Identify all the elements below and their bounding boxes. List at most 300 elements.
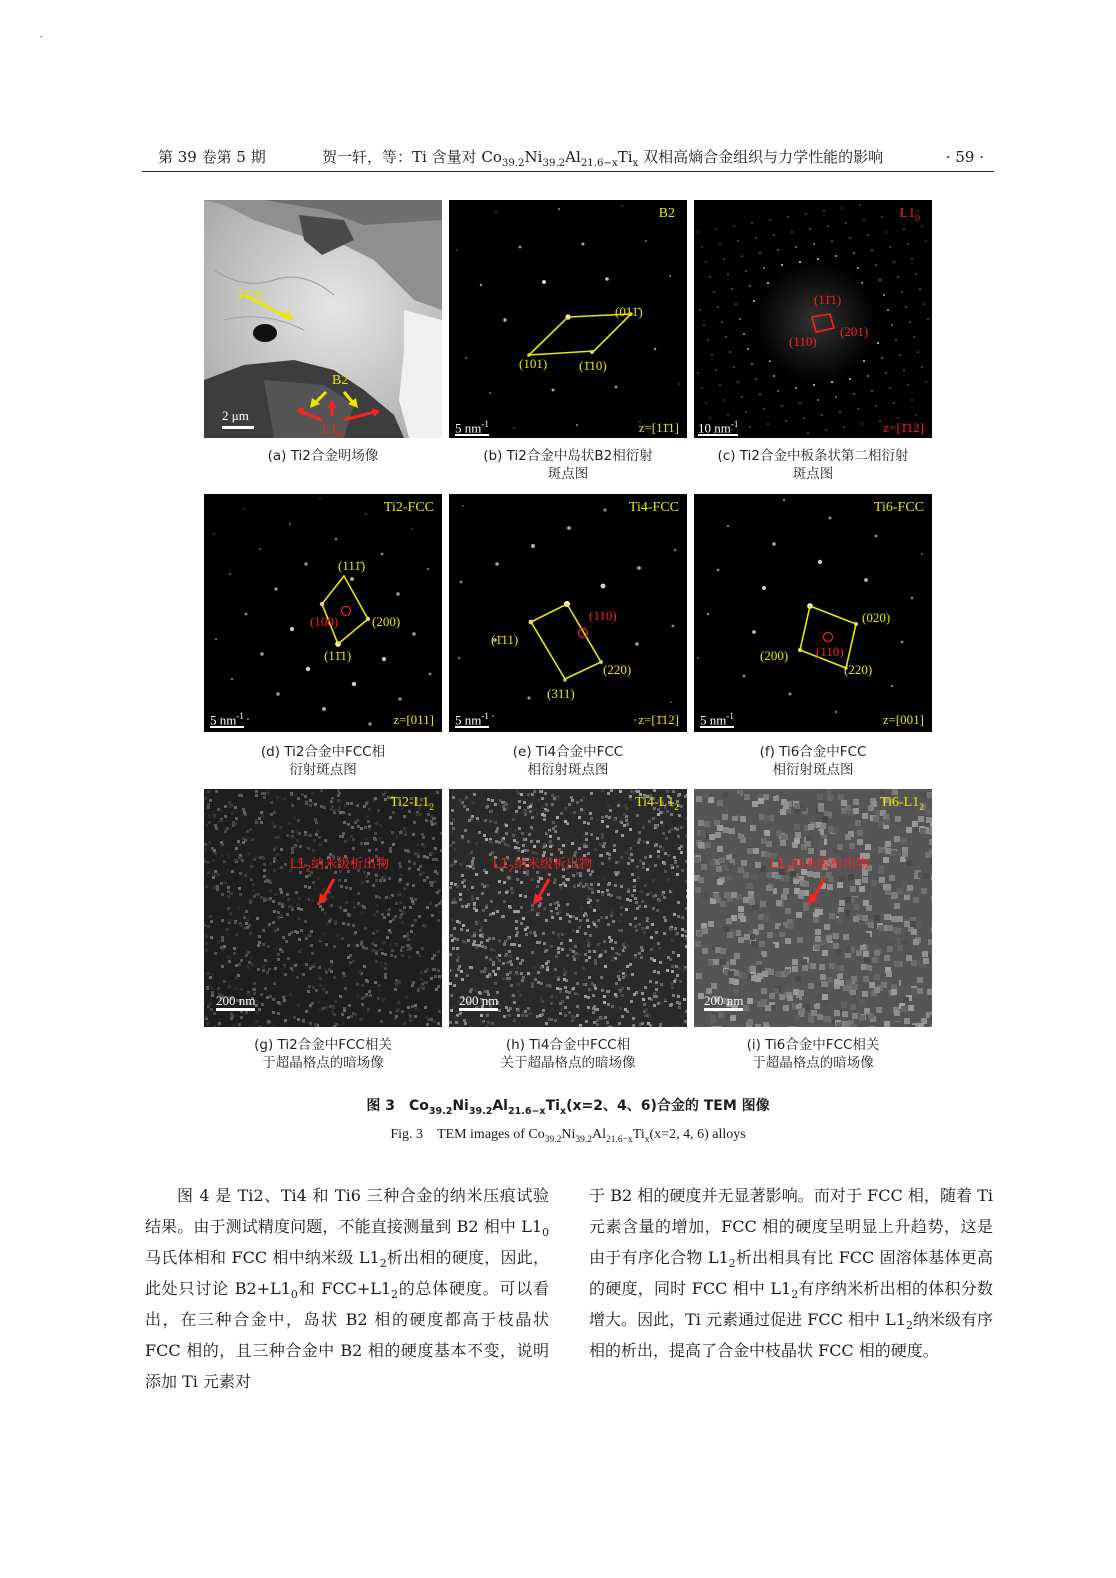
speckle: [678, 1006, 681, 1009]
speckle: [336, 934, 339, 937]
speckle: [797, 937, 803, 943]
speckle: [368, 849, 371, 852]
speckle: [520, 793, 523, 796]
speckle: [593, 950, 596, 953]
speckle: [637, 841, 640, 844]
speckle: [723, 827, 729, 833]
speckle: [759, 941, 765, 947]
speckle: [403, 827, 406, 830]
speckle: [922, 951, 928, 957]
speckle: [401, 1010, 404, 1013]
speckle: [423, 855, 426, 858]
diffraction-spot: [763, 267, 765, 269]
speckle: [607, 923, 610, 926]
speckle: [728, 971, 734, 977]
speckle: [217, 873, 220, 876]
speckle: [884, 819, 890, 825]
speckle: [304, 833, 307, 836]
speckle: [436, 791, 439, 794]
speckle: [424, 925, 427, 928]
speckle: [483, 970, 486, 973]
speckle: [664, 998, 667, 1001]
speckle: [463, 1019, 466, 1022]
speckle: [314, 818, 317, 821]
speckle: [496, 956, 499, 959]
diffraction-spot: [919, 288, 921, 290]
speckle: [883, 993, 889, 999]
speckle: [409, 1015, 412, 1018]
speckle: [817, 794, 823, 800]
running-header: [142, 144, 994, 170]
speckle: [543, 907, 546, 910]
diffraction-spot: [396, 592, 399, 595]
speckle: [249, 932, 252, 935]
speckle: [678, 967, 681, 970]
speckle: [264, 959, 267, 962]
speckle: [284, 863, 287, 866]
speckle: [536, 840, 539, 843]
speckle: [625, 819, 628, 822]
diffraction-spot: [885, 231, 887, 233]
speckle: [231, 1015, 234, 1018]
speckle: [298, 832, 301, 835]
scale-bar-label: 2 μm: [222, 408, 249, 423]
speckle: [815, 936, 821, 942]
speckle: [638, 831, 641, 834]
speckle: [224, 881, 227, 884]
speckle: [661, 893, 664, 896]
speckle: [432, 968, 435, 971]
speckle: [747, 998, 753, 1004]
speckle: [425, 819, 428, 822]
speckle: [514, 846, 517, 849]
speckle: [629, 963, 632, 966]
diffraction-spot: [674, 549, 677, 552]
speckle: [204, 924, 207, 927]
speckle: [534, 815, 537, 818]
speckle: [865, 844, 871, 850]
speckle: [731, 810, 737, 816]
speckle: [209, 915, 212, 918]
diffraction-spot: [398, 697, 401, 700]
speckle: [525, 1014, 528, 1017]
speckle: [468, 819, 471, 822]
speckle: [437, 1022, 440, 1025]
scale-bar-label: 5 $nm^{-1}$: [700, 711, 734, 728]
speckle: [277, 916, 280, 919]
speckle: [361, 1003, 364, 1006]
speckle: [662, 832, 665, 835]
speckle: [482, 1020, 485, 1023]
speckle: [657, 855, 660, 858]
speckle: [260, 896, 263, 899]
speckle: [575, 952, 578, 955]
speckle: [527, 972, 530, 975]
diffraction-spot: [875, 535, 878, 538]
speckle: [450, 934, 453, 937]
speckle: [414, 1004, 417, 1007]
speckle: [590, 792, 593, 795]
speckle: [671, 982, 674, 985]
speckle: [663, 932, 666, 935]
speckle: [330, 808, 333, 811]
speckle: [407, 1006, 410, 1009]
speckle: [319, 905, 322, 908]
speckle: [529, 1012, 532, 1015]
diffraction-spot: [853, 393, 855, 395]
speckle: [322, 1007, 325, 1010]
speckle: [864, 957, 870, 963]
speckle: [553, 797, 556, 800]
index-label: (1̄10): [579, 358, 607, 373]
speckle: [291, 847, 294, 850]
diffraction-spot: [725, 336, 727, 338]
speckle: [792, 959, 798, 965]
phase-tag: $Ti4-L1_2$: [635, 795, 679, 813]
speckle: [822, 994, 828, 1000]
diffraction-spot: [621, 205, 623, 207]
speckle: [417, 868, 420, 871]
speckle: [349, 961, 352, 964]
speckle: [540, 997, 543, 1000]
speckle: [469, 1026, 472, 1027]
speckle: [646, 926, 649, 929]
speckle: [490, 948, 493, 951]
speckle: [839, 876, 845, 882]
speckle: [799, 890, 805, 896]
speckle: [507, 876, 510, 879]
speckle: [702, 948, 708, 954]
speckle: [385, 896, 388, 899]
figure-caption-cn: 图 3 $Co_{39.2}Ni_{39.2}Al_{21.6-x}Ti_x(x=2$、4、6)合金的 TEM 图像: [366, 1098, 770, 1117]
speckle: [655, 981, 658, 984]
speckle: [342, 811, 345, 814]
index-label: (101): [519, 356, 548, 371]
speckle: [803, 902, 809, 908]
speckle: [785, 908, 791, 914]
speckle: [487, 798, 490, 801]
speckle: [453, 848, 456, 851]
speckle: [324, 912, 327, 915]
speckle: [253, 858, 256, 861]
diffraction-spot: [519, 246, 522, 249]
speckle: [677, 835, 680, 838]
speckle: [269, 881, 272, 884]
phase-tag: Ti2-FCC: [383, 500, 434, 515]
speckle: [592, 1011, 595, 1014]
speckle: [235, 847, 238, 850]
speckle: [603, 940, 606, 943]
speckle: [389, 943, 392, 946]
speckle: [482, 909, 485, 912]
diffraction-spot: [290, 627, 294, 631]
speckle: [549, 903, 552, 906]
speckle: [855, 898, 861, 904]
scale-bar-label: 5 $nm^{-1}$: [455, 711, 489, 728]
speckle: [808, 824, 814, 830]
speckle: [855, 879, 861, 885]
speckle: [576, 982, 579, 985]
speckle: [649, 1016, 652, 1019]
speckle: [606, 962, 609, 965]
speckle: [392, 843, 395, 846]
speckle: [211, 973, 214, 976]
speckle: [863, 970, 869, 976]
speckle: [591, 888, 594, 891]
diffraction-spot: [711, 354, 713, 356]
speckle: [504, 954, 507, 957]
speckle: [839, 900, 845, 906]
speckle: [582, 885, 585, 888]
speckle: [655, 931, 658, 934]
speckle: [618, 1022, 621, 1025]
diffraction-spot: [867, 375, 869, 377]
speckle: [592, 1007, 595, 1010]
speckle: [685, 907, 687, 910]
speckle: [298, 897, 301, 900]
speckle: [463, 885, 466, 888]
speckle: [613, 844, 616, 847]
speckle: [297, 907, 300, 910]
speckle: [765, 1005, 771, 1011]
speckle: [278, 1002, 281, 1005]
speckle: [284, 1019, 287, 1022]
speckle: [566, 954, 569, 957]
speckle: [563, 968, 566, 971]
speckle: [783, 1005, 789, 1011]
speckle: [494, 803, 497, 806]
speckle: [418, 915, 421, 918]
phase-tag: $L1_0$: [899, 206, 920, 224]
speckle: [391, 831, 394, 834]
speckle: [711, 1026, 717, 1027]
speckle: [766, 885, 772, 891]
speckle: [397, 1001, 400, 1004]
speckle: [537, 981, 540, 984]
speckle: [401, 954, 404, 957]
speckle: [399, 878, 402, 881]
index-label: (111̄): [338, 558, 366, 573]
diffraction-spot: [877, 342, 879, 344]
diffraction-spot: [907, 384, 909, 386]
speckle: [276, 853, 279, 856]
diffraction-spot: [229, 573, 231, 575]
speckle: [720, 901, 726, 907]
speckle: [833, 933, 839, 939]
speckle: [527, 911, 530, 914]
speckle: [644, 856, 647, 859]
speckle: [372, 884, 375, 887]
speckle: [475, 946, 478, 949]
speckle: [330, 963, 333, 966]
speckle: [566, 996, 569, 999]
diffraction-spot: [783, 499, 785, 501]
diffraction-spot: [759, 393, 761, 395]
speckle: [681, 916, 684, 919]
speckle: [400, 913, 403, 916]
diffraction-spot: [458, 657, 461, 660]
speckle: [862, 915, 868, 921]
speckle: [426, 876, 429, 879]
speckle: [466, 808, 469, 811]
diffraction-spot: [733, 366, 735, 368]
speckle: [502, 840, 505, 843]
diffraction-spot: [615, 386, 618, 389]
speckle: [572, 987, 575, 990]
speckle: [757, 1001, 763, 1007]
speckle: [794, 1015, 800, 1021]
speckle: [618, 896, 621, 899]
speckle: [324, 839, 327, 842]
diffraction-spot: [867, 234, 869, 236]
speckle: [564, 1006, 567, 1009]
speckle: [917, 977, 923, 983]
diffraction-spot: [635, 642, 639, 646]
speckle: [280, 848, 283, 851]
speckle: [516, 966, 519, 969]
speckle: [374, 797, 377, 800]
speckle: [360, 943, 363, 946]
speckle: [253, 982, 256, 985]
speckle: [380, 948, 383, 951]
speckle: [291, 804, 294, 807]
speckle: [220, 946, 223, 949]
diffraction-spot: [823, 210, 825, 212]
speckle: [364, 826, 367, 829]
speckle: [646, 893, 649, 896]
speckle: [472, 943, 475, 946]
speckle: [281, 905, 284, 908]
speckle: [365, 875, 368, 878]
speckle: [859, 886, 865, 892]
speckle: [589, 873, 592, 876]
speckle: [473, 793, 476, 796]
speckle: [834, 979, 840, 985]
speckle: [638, 838, 641, 841]
speckle: [576, 872, 579, 875]
speckle: [274, 967, 277, 970]
speckle: [895, 928, 901, 934]
speckle: [746, 819, 752, 825]
speckle: [312, 849, 315, 852]
diffraction-spot: [752, 630, 756, 634]
speckle: [903, 997, 909, 1003]
speckle: [258, 1026, 261, 1027]
diffraction-spot: [795, 246, 797, 248]
speckle: [293, 816, 296, 819]
speckle: [474, 989, 477, 992]
speckle: [491, 1022, 494, 1025]
speckle: [239, 872, 242, 875]
speckle: [644, 884, 647, 887]
speckle: [909, 1025, 915, 1027]
speckle: [229, 805, 232, 808]
speckle: [517, 983, 520, 986]
speckle: [604, 965, 607, 968]
speckle: [384, 973, 387, 976]
speckle: [850, 1004, 856, 1010]
speckle: [221, 893, 224, 896]
speckle: [384, 798, 387, 801]
speckle: [204, 848, 207, 851]
speckle: [523, 801, 526, 804]
speckle: [564, 1014, 567, 1017]
speckle: [670, 928, 673, 931]
diffraction-spot: [909, 321, 911, 323]
speckle: [319, 843, 322, 846]
speckle: [895, 816, 901, 822]
speckle: [734, 953, 740, 959]
speckle: [610, 909, 613, 912]
speckle: [597, 919, 600, 922]
speckle: [518, 800, 521, 803]
speckle: [769, 944, 775, 950]
speckle: [607, 792, 610, 795]
diffraction-spot: [672, 625, 675, 628]
speckle: [853, 916, 859, 922]
speckle: [667, 878, 670, 881]
diffraction-spot: [883, 294, 885, 296]
speckle: [228, 956, 231, 959]
speckle: [660, 821, 663, 824]
speckle: [794, 838, 800, 844]
speckle: [533, 845, 536, 848]
diffraction-spot: [243, 508, 245, 510]
speckle: [614, 884, 617, 887]
speckle: [929, 829, 932, 835]
speckle: [747, 883, 753, 889]
speckle: [885, 841, 891, 847]
speckle: [352, 924, 355, 927]
speckle: [659, 961, 662, 964]
diffraction-spot: [881, 357, 883, 359]
speckle: [549, 835, 552, 838]
speckle: [401, 921, 404, 924]
speckle: [521, 979, 524, 982]
speckle: [344, 804, 347, 807]
speckle: [333, 1013, 336, 1016]
diffraction-spot: [567, 526, 571, 530]
speckle: [304, 920, 307, 923]
speckle: [515, 927, 518, 930]
speckle: [240, 924, 243, 927]
speckle: [302, 1019, 305, 1022]
speckle: [269, 889, 272, 892]
speckle: [243, 811, 246, 814]
speckle: [667, 854, 670, 857]
caption-g: (g) Ti2合金中FCC相关 于超晶格点的暗场像: [254, 1037, 392, 1071]
diffraction-spot: [772, 542, 776, 546]
index-label: (11̄1): [814, 292, 842, 307]
speckle: [269, 897, 272, 900]
speckle: [813, 917, 819, 923]
speckle: [788, 923, 794, 929]
speckle: [365, 947, 368, 950]
speckle: [207, 871, 210, 874]
speckle: [345, 886, 348, 889]
speckle: [492, 937, 495, 940]
speckle: [656, 909, 659, 912]
speckle: [360, 842, 363, 845]
speckle: [615, 873, 618, 876]
speckle: [240, 988, 243, 991]
speckle: [557, 936, 560, 939]
speckle: [848, 874, 854, 880]
speckle: [641, 992, 644, 995]
speckle: [830, 891, 836, 897]
speckle: [652, 879, 655, 882]
speckle: [237, 840, 240, 843]
